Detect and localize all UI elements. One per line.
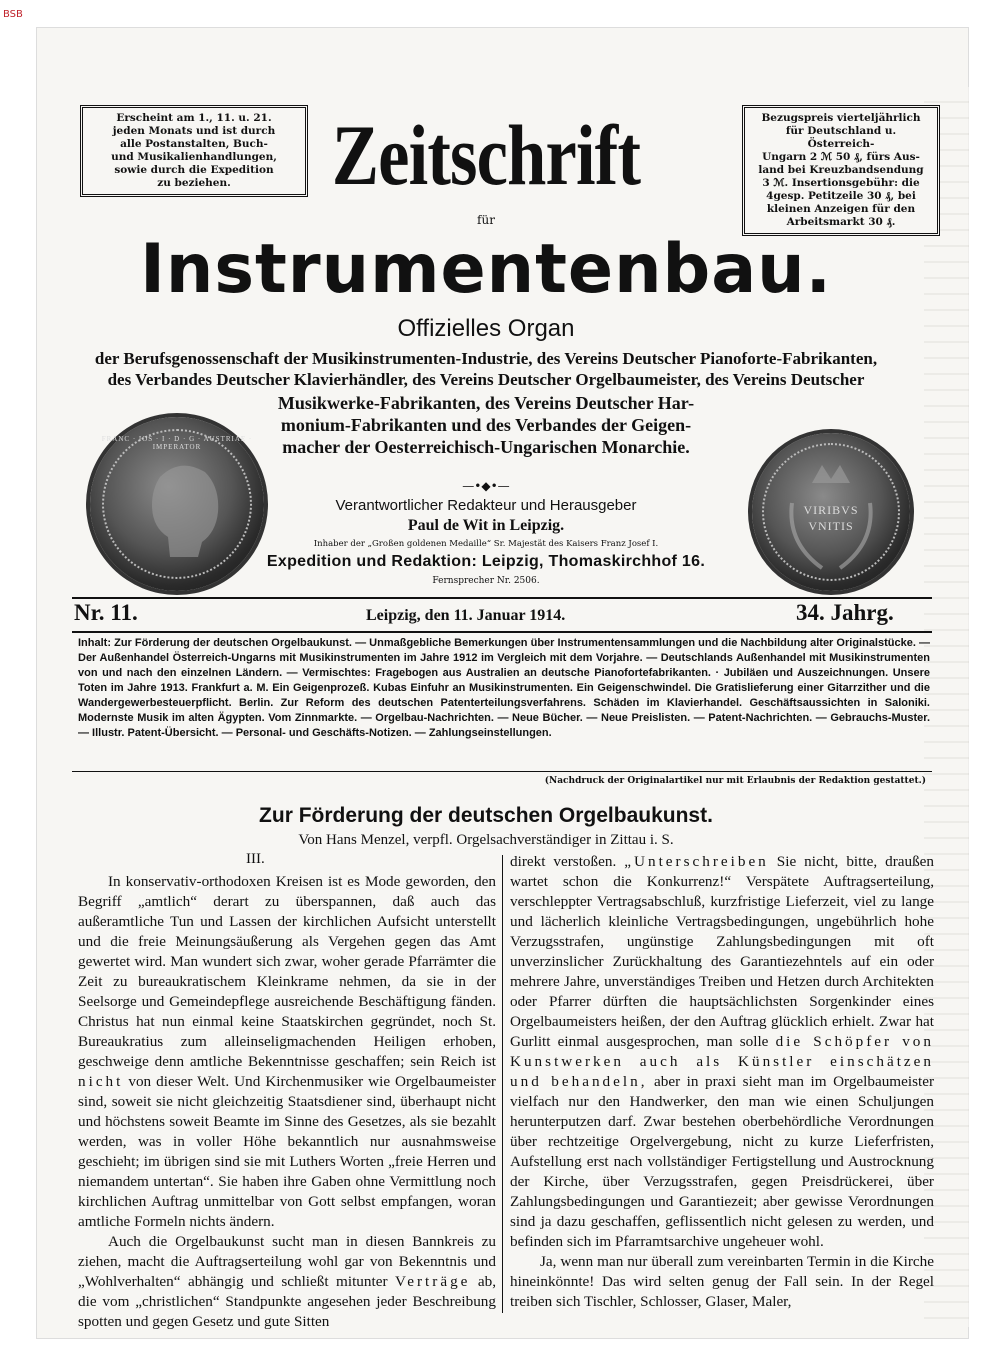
box-line: zu beziehen. <box>157 177 231 189</box>
contents-rule <box>72 771 932 772</box>
association-line: macher der Oesterreichisch-Ungarischen Monarchie. <box>282 437 690 457</box>
box-line: jeden Monats und ist durch <box>112 125 276 137</box>
masthead-fuer: für <box>477 213 495 227</box>
issue-year: 34. Jahrg. <box>796 600 894 625</box>
expedition-address: Expedition und Redaktion: Leipzig, Thomaskirchhof 16. <box>266 553 706 570</box>
paragraph-text: Auch die Orgelbaukunst sucht man in diesen Bannkreis zu ziehen, macht die Auftragserteilung wohl gar von Bekenntnis und „Wohlverhalten“ abhängig und schließt mitunter <box>78 1233 496 1290</box>
medal-viribus-unitis <box>752 433 910 591</box>
article-paragraph <box>510 852 934 1252</box>
emphasis-spaced: nicht <box>78 1073 124 1090</box>
box-line: Arbeitsmarkt 30 ₰. <box>786 216 896 228</box>
box-line: Erscheint am 1., 11. u. 21. <box>116 112 272 124</box>
ornament-divider: —•◆•— <box>462 479 510 493</box>
paragraph-text: In konservativ-orthodoxen Kreisen ist es Mode geworden, den Begriff „amtlich“ derart zu überspannen, daß auch das außeramtliche Tun und Lassen der kirchlichen Aufsicht unterstellt und die freie Meinungsäußerung als Vergehen gegen das Amt gewertet wird. Man wundert sich zwar, woher gerade Pfarrämter die Zeit zu bureaukratischem Kleinkrame nehmen, da sie in der Seelsorge und Gemeindepflege ausreichende Beschäftigung fänden. Christus hat nun einmal keine Staatskirchen gegründet, noch St. Bureaukratius zum alleinseligmachenden Heiligen erhoben, geschweige denn amtliche Bekenntnisse geschaffen; sein Reich ist <box>78 873 496 1070</box>
article-paragraph <box>510 1252 934 1312</box>
article-byline: Von Hans Menzel, verpfl. Orgelsachverständiger in Zittau i. S. <box>298 832 674 848</box>
medal-note: Inhaber der „Großen goldenen Medaille“ Sr. Majestät des Kaisers Franz Josef I. <box>313 539 659 549</box>
masthead-subtitle: Instrumentenbau. <box>140 230 832 309</box>
publication-info-box <box>80 105 308 197</box>
table-of-contents <box>78 636 930 741</box>
article-column-left <box>78 872 496 1332</box>
box-line: Ungarn 2 ℳ 50 ₰, fürs Aus- <box>762 151 920 163</box>
paragraph-text: von dieser Welt. Und Kirchenmusiker wie Orgelbaumeister sind, soweit sie nicht gleichzeitig Staatsdiener sind, überhaupt nicht und höchstens soweit Beamte im Sinne des Gesetzes, als sie bezahlt werden, was in voller Höhe bekanntlich nur ausnahmsweise geschieht; im übrigen sind sie mit Luthers Worten „freie Herren und niemandem untertan“. Sie haben ihre Gaben ohne Vermittlung noch kirchlichen Auftrag unmittelbar von Gott selbst empfangen, woran amtliche Formeln nichts ändern. <box>78 1073 496 1230</box>
association-line: monium-Fabrikanten und des Verbandes der Geigen- <box>280 415 692 435</box>
article-paragraph <box>78 1232 496 1332</box>
box-line: 4gesp. Petitzeile 30 ₰, bei <box>766 190 916 202</box>
box-line: kleinen Anzeigen für den <box>766 203 916 215</box>
reprint-notice: (Nachdruck der Originalartikel nur mit Erlaubnis der Redaktion gestattet.) <box>544 776 926 786</box>
subscription-price-box <box>742 105 940 236</box>
article-paragraph <box>78 872 496 1232</box>
editor-name: Paul de Wit in Leipzig. <box>407 517 565 534</box>
association-line: Musikwerke-Fabrikanten, des Vereins Deutscher Har- <box>277 393 695 413</box>
library-mark: BSB <box>3 9 23 20</box>
paragraph-text: ab, die vom „christlichen“ Standpunkte angesehen jeder Beschreibung spotten und gegen Gesetz und gute Sitten <box>78 1273 497 1330</box>
official-organ: Offizielles Organ <box>397 315 575 342</box>
box-line: land bei Kreuzbandsendung <box>758 164 924 176</box>
emphasis-spaced: „Unterschreiben <box>624 853 769 870</box>
paragraph-text: Ja, wenn man nur überall zum vereinbarten Termin in die Kirche hineinkönnte! Das wird selten genug der Fall sein. In der Regel treiben sich Tischler, Schlosser, Glaser, Maler, <box>510 1253 934 1310</box>
association-line: der Berufsgenossenschaft der Musikinstrumenten-Industrie, des Vereins Deutscher Pianoforte-Fabrikanten, <box>94 349 878 368</box>
paragraph-text: aber in praxi sieht man im Orgelbaumeister vielfach nur den Handwerker, den man wie einen Schuljungen herunterputzen darf. Zwar bestehen oberbehördliche Verordnungen über rechtzeitige Orgelvergebung, nicht zu kurze Lieferfristen, Aufstellung erst nach vollständiger Fertigstellung und Austrocknung der Kirche, über Verzugsstrafen, gegen Preisdrückerei, über Zahlungsbedingungen und Garantiezeit; aber gewisse Verordnungen sind ja dazu geschaffen, geflissentlich nicht gelesen zu werden, und befinden sich im Pfarramtsarchive ungeheuer wohl. <box>510 1073 935 1250</box>
box-line: und Musikalienhandlungen, <box>111 151 277 163</box>
article-column-right <box>510 852 934 1312</box>
emphasis-spaced: Verträge <box>394 1273 471 1290</box>
box-line: sowie durch die Expedition <box>114 164 274 176</box>
box-line: für Deutschland u. Österreich- <box>785 125 897 150</box>
phone-number: Fernsprecher Nr. 2506. <box>432 576 540 586</box>
association-line: des Verbandes Deutscher Klavierhändler, des Vereins Deutscher Orgelbaumeister, des Vereins Deutscher <box>107 370 865 389</box>
article-title: Zur Förderung der deutschen Orgelbaukunst. <box>259 804 713 827</box>
issue-rule-top <box>72 597 932 599</box>
paragraph-text: Sie nicht, bitte, draußen wartet schon die Konkurrenz!“ Verspätete Auftragserteilung, verschleppter Vertragsabschluß, kurzfristige Lieferzeit, viel zu lange und lächerlich kleinliche Vertragsbedingungen, ungebührlich hohe Verzugsstrafen, ungünstige Zahlungsbedingungen mit oft unverzinslicher Zurückhaltung des Garantiezehntels auf ein oder mehrere Jahre, unverständiges Treiben und Hetzen durch Architekten oder Pfarrer dürften die hauptsächlichsten Sorgenkinder eines Orgelbaumeisters heißen, der den Auftrag glücklich erhielt. Zwar hat Gurlitt einmal ausgesprochen, man solle <box>510 853 935 1050</box>
editor-label: Verantwortlicher Redakteur und Herausgeber <box>335 497 637 514</box>
article-section: III. <box>246 851 265 867</box>
medal-motto-line: VIRIBVS <box>803 503 859 517</box>
contents-label: Inhalt: <box>78 637 111 649</box>
box-line: Bezugspreis vierteljährlich <box>761 112 921 124</box>
masthead-title: Zeitschrift <box>331 107 641 203</box>
issue-date: Leipzig, den 11. Januar 1914. <box>366 607 566 624</box>
issue-rule-bottom <box>72 631 932 633</box>
contents-text: Zur Förderung der deutschen Orgelbaukunst. — Unmaßgebliche Bemerkungen über Instrumentensammlungen und die Nachbildung alter Originalstücke. — Der Außenhandel Österreich-Ungarns mit Musikinstrumenten im Jahre 1912 im Vergleich mit dem Vorjahre. — Deutschlands Außenhandel mit Musikinstrumenten von und nach den einzelnen Ländern. — Vermischtes: Fragebogen aus Australien an deutsche Pianofortefabrikanten. · Jubiläen und Auszeichnungen. Unsere Toten im Jahre 1913. Frankfurt a. M. Ein Geigenprozeß. Kubas Einfuhr an Musikinstrumenten. Ein Geigenschwindel. Die Gratislieferung einer Gitarrzither und die Wandergewerbesteuerpflicht. Berlin. Zur Reform des deutschen Patenterteilungsverfahrens. Schäden im Klavierhandel. Geschäftsaussichten in Saloniki. Modernste Musik im alten Ägypten. Vom Zinnmarkte. — Orgelbau-Nachrichten. — Neue Bücher. — Neue Preislisten. — Patent-Nachrichten. — Gebrauchs-Muster. — Illustr. Patent-Übersicht. — Personal- und Geschäfts-Notizen. — Zahlungseinstellungen. <box>78 637 930 739</box>
medal-motto-line: VNITIS <box>808 519 854 533</box>
paragraph-text: direkt verstoßen. <box>510 853 617 870</box>
box-line: alle Postanstalten, Buch- <box>120 138 268 150</box>
column-rule <box>502 855 503 1313</box>
box-line: 3 ℳ. Insertionsgebühr: die <box>762 177 920 189</box>
medal-inscription: FRANC · IOS · I · D · G · AUSTRIAE · IMPERATOR <box>101 435 253 451</box>
emphasis-spaced: die Schöpfer von Kunstwerken auch als Künstler einschätzen und behandeln, <box>510 1033 934 1090</box>
issue-number: Nr. 11. <box>74 600 138 625</box>
